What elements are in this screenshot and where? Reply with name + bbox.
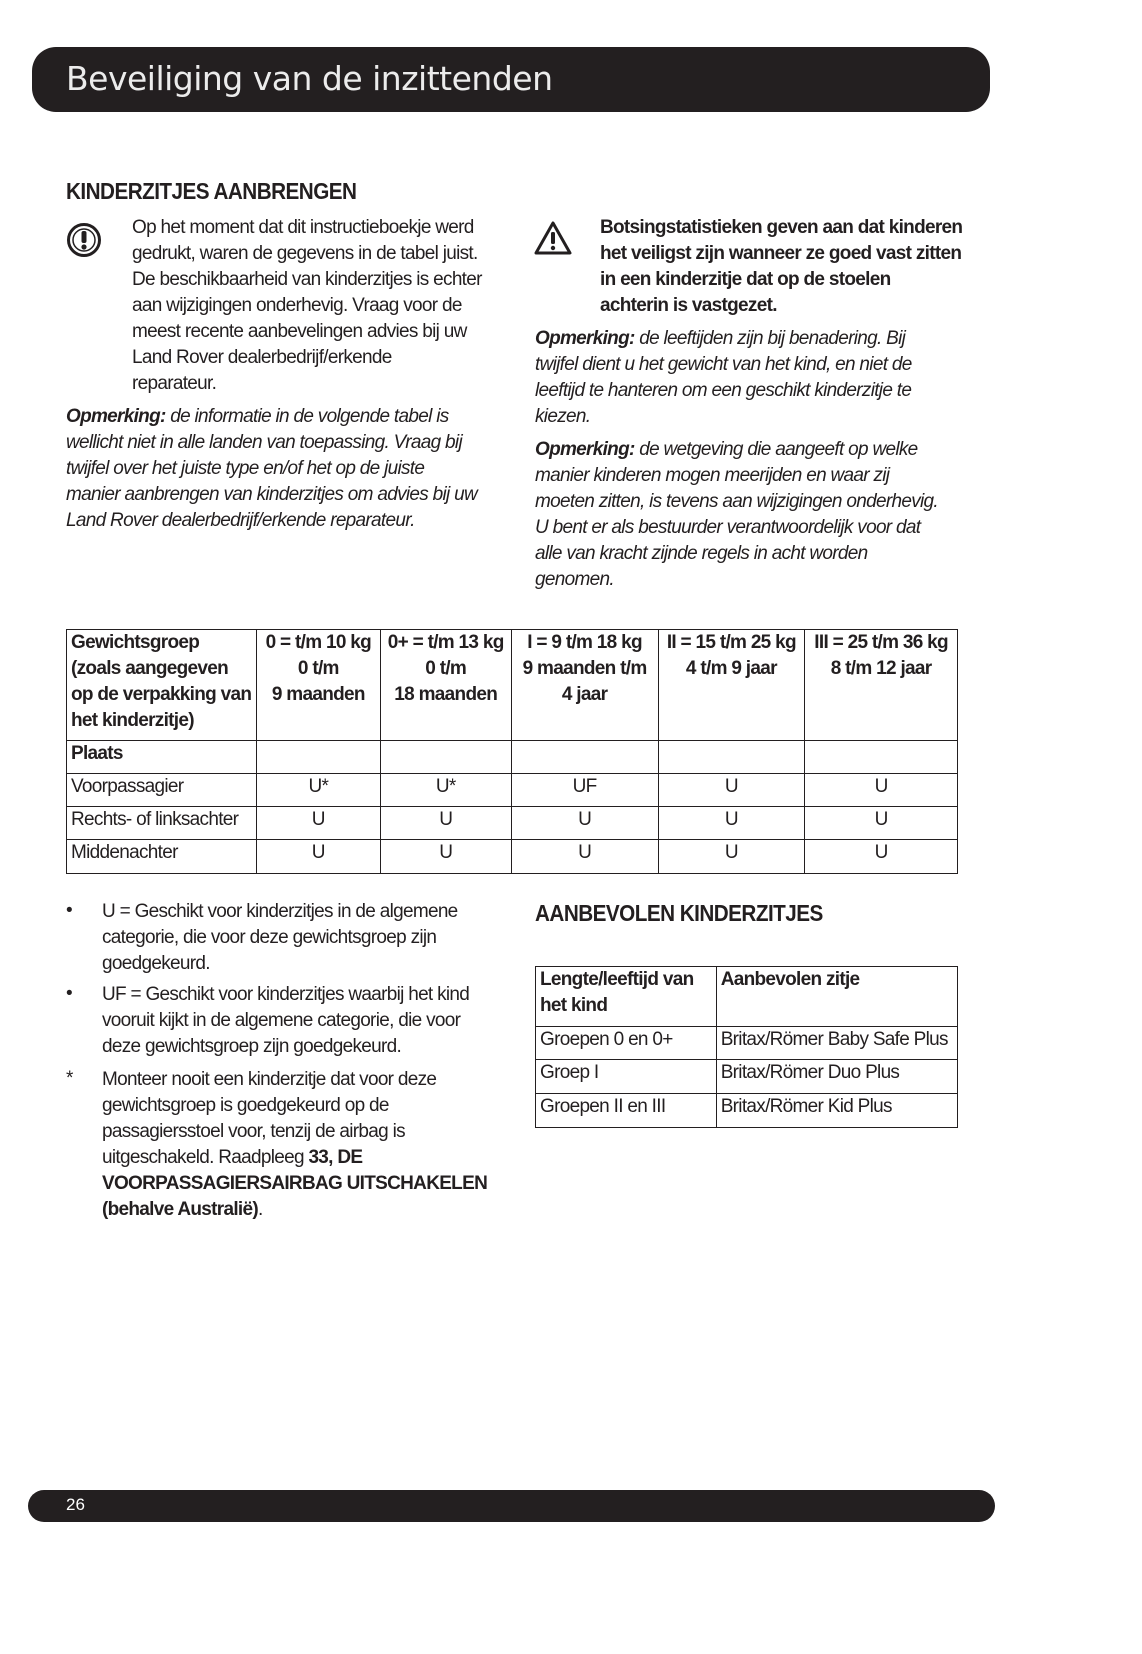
header-cell: I = 9 t/m 18 kg 9 maanden t/m 4 jaar [511,630,658,741]
bullet-icon: • [66,900,73,921]
weight-group-table [66,629,958,874]
header-cell: 0+ = t/m 13 kg 0 t/m 18 maanden [380,630,511,741]
note-ages: Opmerking: de leeftijden zijn bij benadering. Bij twijfel dient u het gewicht van het kind, en niet de leeftijd te hanteren om een geschikt kinderzitje te kiezen. [535,328,912,427]
chapter-title: Beveiliging van de inzittenden [66,59,553,98]
table-row: Groep I Britax/Römer Duo Plus [536,1060,958,1094]
section-heading: KINDERZITJES AANBRENGEN [66,178,357,204]
exclamation-circle-icon [66,222,102,258]
asterisk-marker: * [66,1068,74,1089]
cross-reference[interactable]: 33, DE [308,1147,363,1168]
table-row: Groepen 0 en 0+ Britax/Römer Baby Safe Plus [536,1027,958,1060]
footer-bar [28,1490,995,1522]
note-legislation: Opmerking: de wetgeving die aangeeft op welke manier kinderen mogen meerijden en waar zij moeten zitten, is tevens aan wijzigingen onderhevig. U bent er als bestuurder verantwoordelijk voor dat alle van kracht zijnde regels in acht worden genomen. [535,439,938,590]
legend-star: Monteer nooit een kinderzitje dat voor deze gewichtsgroep is goedgekeurd op de passagiersstoel voor, tenzij de airbag is uitgeschakeld. Raadpleeg 33, DE VOORPASSAGIERSAIRBAG UITSCHAKELEN (behalve Australië). [102,1069,488,1220]
legend-u: U = Geschikt voor kinderzitjes in de algemene categorie, die voor deze gewichtsgroep zijn goedgekeurd. [102,901,458,974]
table-row: Rechts- of linksachter U U U U U [67,807,958,840]
table-header-row: Lengte/leeftijd van het kind Aanbevolen zitje [536,967,958,1027]
caution-text: Op het moment dat dit instructieboekje werd gedrukt, waren de gegevens in de tabel juist. De beschikbaarheid van kinderzitjes is echter aan wijzigingen onderhevig. Vraag voor de meest recente aanbevelingen advies bij uw Land Rover dealerbedrijf/erkende reparateur. [132,217,482,394]
page-number: 26 [66,1495,85,1514]
chapter-banner [32,47,990,112]
header-cell: 0 = t/m 10 kg 0 t/m 9 maanden [256,630,380,741]
warning-text: Botsingstatistieken geven aan dat kinderen het veiligst zijn wanneer ze goed vast zitten in een kinderzitje dat op de stoelen achterin is vastgezet. [600,217,963,316]
header-cell: Gewichtsgroep (zoals aangegeven op de verpakking van het kinderzitje) [67,630,257,741]
table-row: Voorpassagier U* U* UF U U [67,774,958,807]
table-row: Middenachter U U U U U [67,840,958,874]
bullet-icon: • [66,983,73,1004]
table-header-row [67,630,958,741]
section-heading: AANBEVOLEN KINDERZITJES [535,900,823,926]
header-cell: III = 25 t/m 36 kg 8 t/m 12 jaar [805,630,958,741]
warning-triangle-icon [533,220,573,256]
place-label: Plaats [67,741,257,774]
recommended-seats-table [535,966,958,1128]
table-row: Groepen II en III Britax/Römer Kid Plus [536,1094,958,1128]
note-country: Opmerking: de informatie in de volgende tabel is wellicht niet in alle landen van toepassing. Vraag bij twijfel over het juiste type en/of het op de juiste manier aanbrengen van kinderzitjes om advies bij uw Land Rover dealerbedrijf/erkende reparateur. [66,406,478,531]
legend-uf: UF = Geschikt voor kinderzitjes waarbij het kind vooruit kijkt in de algemene categorie, die voor deze gewichtsgroep zijn goedgekeurd. [102,984,470,1057]
header-cell: II = 15 t/m 25 kg 4 t/m 9 jaar [658,630,805,741]
table-row [67,741,958,774]
